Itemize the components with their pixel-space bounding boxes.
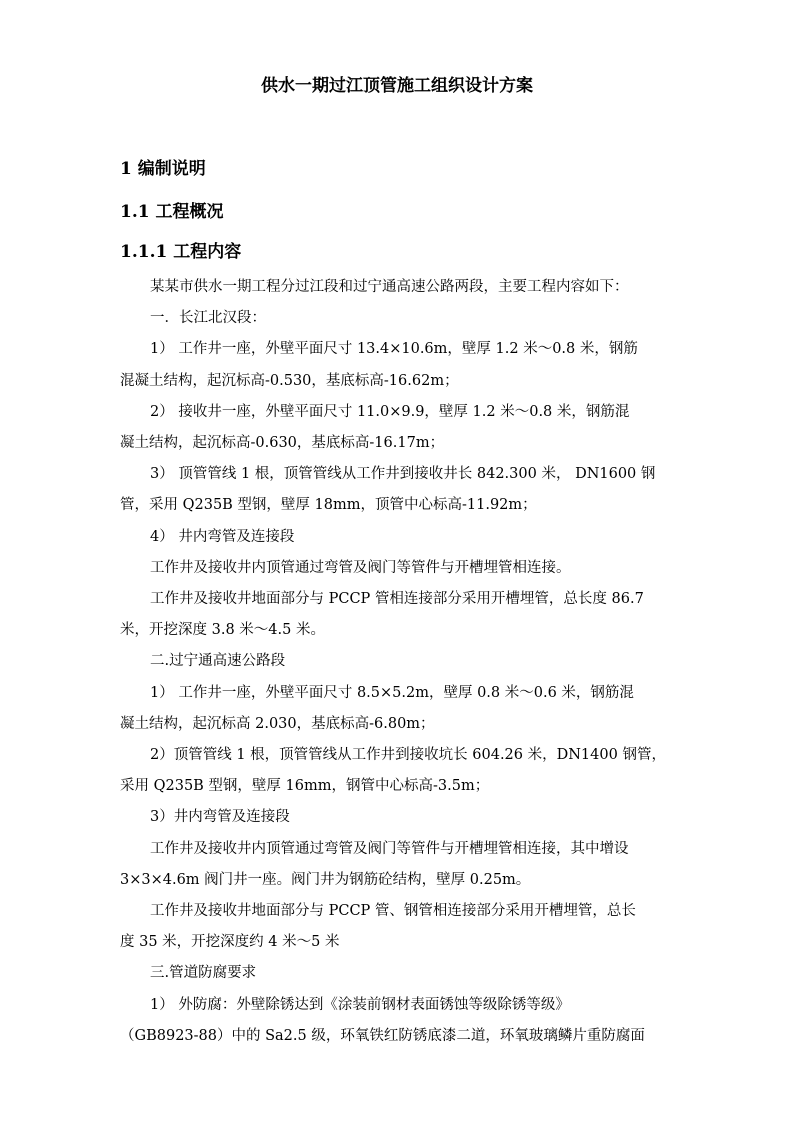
text-line: 度 35 米，开挖深度约 4 米～5 米: [120, 934, 340, 951]
text-line: 某某市供水一期工程分过江段和过宁通高速公路两段，主要工程内容如下：: [150, 279, 629, 295]
paragraph-item: [120, 397, 680, 428]
text-line: 1） 外防腐：外壁除锈达到《涂装前钢材表面锈蚀等级除锈等级》: [150, 996, 570, 1013]
paragraph-item: [120, 990, 680, 1021]
paragraph-continuation: [120, 865, 680, 896]
text-line: （GB8923-88）中的 Sa2.5 级，环氧铁红防锈底漆二道，环氧玻璃鳞片重防腐面: [120, 1027, 645, 1044]
paragraph-continuation: [120, 1021, 680, 1052]
paragraph-continuation: [120, 428, 680, 459]
paragraph-item: [120, 802, 680, 833]
text-line: 工作井及接收井地面部分与 PCCP 管相连接部分采用开槽埋管，总长度 86.7: [150, 591, 644, 608]
paragraph-item: [120, 678, 680, 709]
text-line: 二.过宁通高速公路段: [150, 653, 286, 670]
section-heading-1-1: 1.1 工程概况: [120, 202, 224, 222]
paragraph-continuation: [120, 490, 680, 521]
text-line: 3×3×4.6m 阀门井一座。阀门井为钢筋砼结构，壁厚 0.25m。: [120, 871, 531, 888]
paragraph: [120, 896, 680, 927]
text-line: 1） 工作井一座，外壁平面尺寸 8.5×5.2m，壁厚 0.8 米～0.6 米，钢筋混: [150, 684, 634, 701]
document-title: 供水一期过江顶管施工组织设计方案: [261, 76, 533, 96]
paragraph-section-one: [120, 303, 680, 334]
text-line: 工作井及接收井内顶管通过弯管及阀门等管件与开槽埋管相连接，其中增设: [150, 840, 629, 857]
paragraph-continuation: [120, 615, 680, 646]
paragraph-continuation: [120, 709, 680, 740]
text-line: 1） 工作井一座，外壁平面尺寸 13.4×10.6m，壁厚 1.2 米～0.8 米，钢筋: [150, 341, 638, 358]
text-line: 工作井及接收井内顶管通过弯管及阀门等管件与开槽埋管相连接。: [150, 559, 571, 576]
text-line: 三.管道防腐要求: [150, 965, 257, 982]
text-line: 一．长江北汉段：: [150, 310, 266, 327]
text-line: 工作井及接收井地面部分与 PCCP 管、钢管相连接部分采用开槽埋管，总长: [150, 903, 636, 920]
paragraph-continuation: [120, 366, 680, 397]
text-line: 2） 接收井一座，外壁平面尺寸 11.0×9.9，壁厚 1.2 米～0.8 米，钢筋混: [150, 403, 630, 420]
paragraph-section-two: [120, 646, 680, 677]
section-heading-1: 1 编制说明: [120, 159, 206, 179]
text-line: 2）顶管管线 1 根，顶管管线从工作井到接收坑长 604.26 米，DN1400 钢管，: [150, 747, 666, 764]
paragraph-item: [120, 459, 680, 490]
text-line: 米，开挖深度 3.8 米～4.5 米。: [120, 622, 325, 639]
text-line: 采用 Q235B 型钢，壁厚 16mm，钢管中心标高-3.5m；: [120, 778, 490, 795]
text-line: 混凝土结构，起沉标高-0.530，基底标高-16.62m；: [120, 372, 459, 389]
paragraph-intro: [120, 272, 680, 303]
text-line: 3） 顶管管线 1 根，顶管管线从工作井到接收井长 842.300 米， DN1600 钢: [150, 466, 656, 483]
text-line: 凝土结构，起沉标高-0.630，基底标高-16.17m；: [120, 435, 445, 452]
paragraph: [120, 834, 680, 865]
paragraph-continuation: [120, 927, 680, 958]
section-heading-1-1-1: 1.1.1 工程内容: [120, 242, 242, 262]
paragraph-section-three: [120, 958, 680, 989]
paragraph: [120, 584, 680, 615]
text-line: 凝土结构，起沉标高 2.030，基底标高-6.80m；: [120, 715, 435, 732]
paragraph-continuation: [120, 771, 680, 802]
text-line: 4） 井内弯管及连接段: [150, 528, 295, 545]
text-line: 管，采用 Q235B 型钢，壁厚 18mm，顶管中心标高-11.92m；: [120, 497, 537, 514]
paragraph-item: [120, 740, 680, 771]
document-body: [120, 272, 680, 1052]
paragraph-item: [120, 334, 680, 365]
paragraph-item: [120, 522, 680, 553]
text-line: 3）井内弯管及连接段: [150, 809, 290, 826]
paragraph: [120, 553, 680, 584]
